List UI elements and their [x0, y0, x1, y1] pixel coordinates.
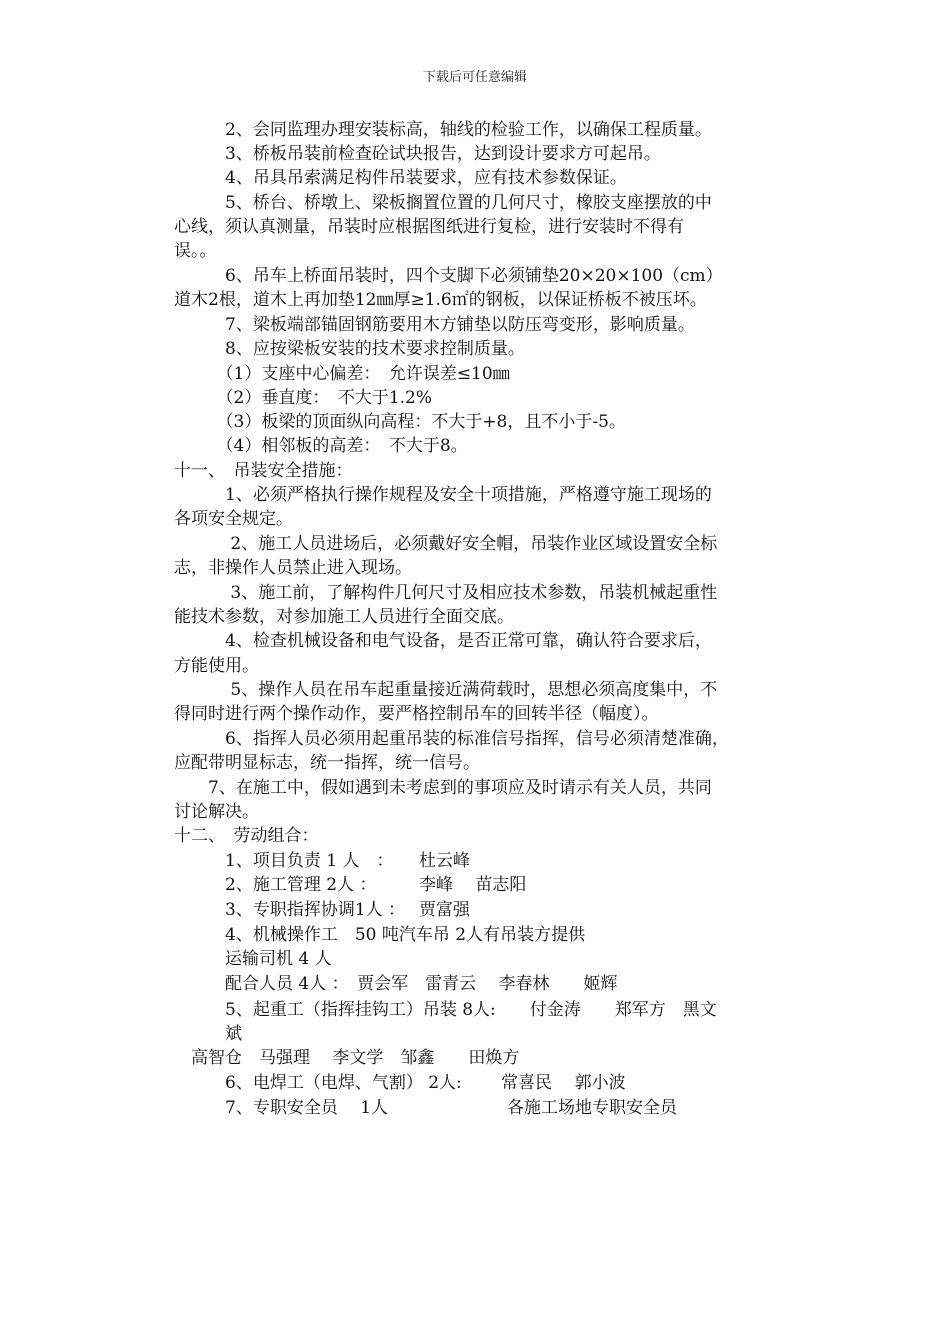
page-header: 下载后可任意编辑	[422, 70, 527, 85]
text-line: 3、桥板吊装前检查砼试块报告，达到设计要求方可起吊。	[174, 144, 661, 164]
text-line: （3）板梁的顶面纵向高程：不大于+8，且不小于-5。	[174, 412, 626, 432]
text-line: 3、施工前，了解构件几何尺寸及相应技术参数，吊装机械起重性	[174, 583, 718, 603]
text-line: 7、专职安全员 1人 各施工场地专职安全员	[174, 1098, 678, 1118]
text-line: 斌	[174, 1024, 242, 1044]
text-line: 误。。	[174, 241, 217, 261]
text-line: 7、梁板端部锚固钢筋要用木方铺垫以防压弯变形，影响质量。	[174, 315, 695, 335]
text-line: 道木2根，道木上再加垫12㎜厚≥1.6㎡的钢板，以保证桥板不被压坏。	[174, 290, 707, 310]
text-line: 讨论解决。	[174, 802, 259, 822]
text-line: 8、应按梁板安装的技术要求控制质量。	[174, 339, 525, 359]
text-line: 配合人员 4人 ： 贾会军 雷青云 李春林 姬辉	[174, 974, 618, 994]
text-line: （4）相邻板的高差： 不大于8。	[174, 436, 468, 456]
text-line: 4、检查机械设备和电气设备，是否正常可靠，确认符合要求后，	[174, 631, 712, 651]
text-line: 心线，须认真测量，吊装时应根据图纸进行复检，进行安装时不得有	[174, 217, 684, 237]
text-line: 5、起重工（指挥挂钩工）吊装 8人: 付金涛 郑军方 黑文	[174, 1000, 717, 1020]
text-line: 4、吊具吊索满足构件吊装要求，应有技术参数保证。	[174, 168, 627, 188]
text-line: （2）垂直度： 不大于1.2%	[174, 388, 433, 408]
text-line: 高智仓 马强理 李文学 邹鑫 田焕方	[174, 1048, 520, 1068]
text-line: 7、在施工中，假如遇到未考虑到的事项应及时请示有关人员，共同	[174, 778, 712, 798]
text-line: 1、必须严格执行操作规程及安全十项措施，严格遵守施工现场的	[174, 485, 712, 505]
text-line: 得同时进行两个操作动作，要严格控制吊车的回转半径（幅度）。	[174, 704, 659, 724]
text-line: 6、电焊工（电焊、气割） 2人: 常喜民 郭小波	[174, 1073, 626, 1093]
text-line: 能技术参数，对参加施工人员进行全面交底。	[174, 607, 514, 627]
text-line: 志，非操作人员禁止进入现场。	[174, 558, 412, 578]
text-line: 3、专职指挥协调1人 ： 贾富强	[174, 900, 470, 920]
text-line: 2、施工管理 2人 ： 李峰 苗志阳	[174, 875, 527, 895]
text-line: 6、指挥人员必须用起重吊装的标准信号指挥，信号必须清楚准确，	[174, 729, 729, 749]
text-line: 各项安全规定。	[174, 509, 293, 529]
text-line: 十一、 吊装安全措施：	[174, 461, 353, 481]
text-line: 十二、 劳动组合：	[174, 826, 319, 846]
text-line: 6、吊车上桥面吊装时，四个支脚下必须铺垫20×20×100（cm）	[174, 266, 723, 286]
text-line: 1、项目负责 1 人 ： 杜云峰	[174, 851, 470, 871]
text-line: 2、会同监理办理安装标高，轴线的检验工作，以确保工程质量。	[174, 120, 712, 140]
text-line: 5、操作人员在吊车起重量接近满荷载时，思想必须高度集中，不	[174, 680, 718, 700]
text-line: 方能使用。	[174, 656, 259, 676]
text-line: 2、施工人员进场后，必须戴好安全帽，吊装作业区域设置安全标	[174, 534, 718, 554]
text-line: 运输司机 4 人	[174, 949, 332, 969]
text-line: 应配带明显标志，统一指挥，统一信号。	[174, 753, 480, 773]
text-line: 4、机械操作工 50 吨汽车吊 2人有吊装方提供	[174, 925, 586, 945]
text-line: （1）支座中心偏差： 允许误差≤10㎜	[174, 364, 510, 384]
text-line: 5、桥台、桥墩上、梁板搁置位置的几何尺寸，橡胶支座摆放的中	[174, 193, 712, 213]
